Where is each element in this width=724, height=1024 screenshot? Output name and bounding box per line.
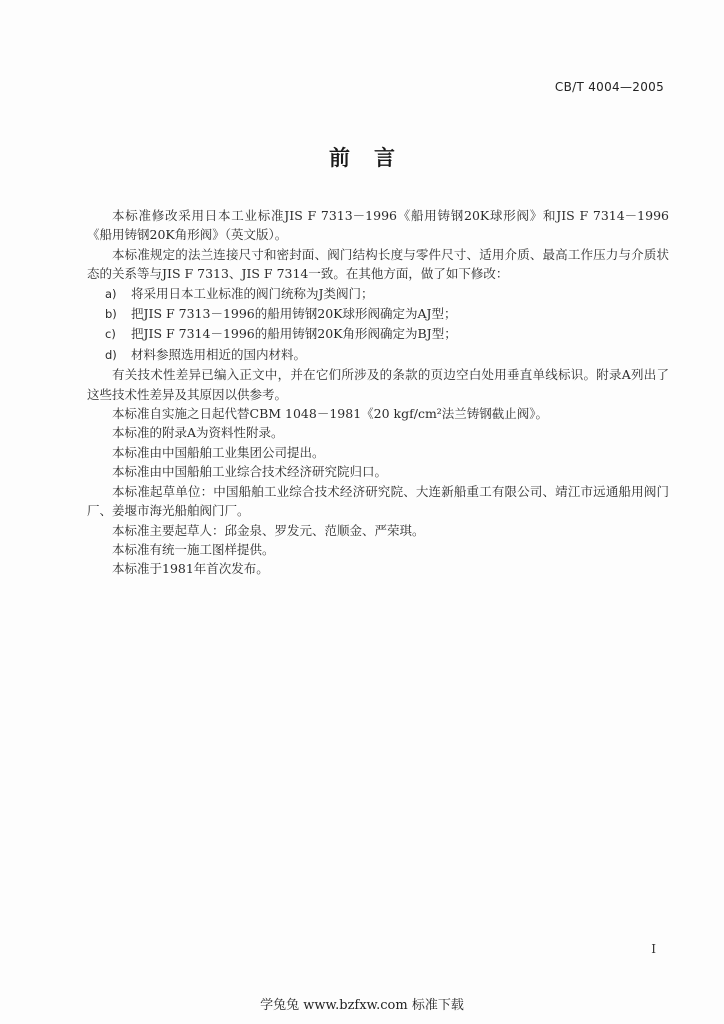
list-item: [87, 324, 669, 344]
list-item-text: 把JIS F 7314－1996的船用铸钢20K角形阀确定为BJ型；: [131, 326, 457, 342]
paragraph-9: 本标准主要起草人：邱金泉、罗发元、范顺金、严荣琪。: [112, 522, 425, 538]
paragraph-2: 本标准规定的法兰连接尺寸和密封面、阀门结构长度与零件尺寸、适用介质、最高工作压力与介质状态的关系等与JIS F 7313、JIS F 7314一致。在其他方面，做了如下修改：: [87, 246, 669, 282]
page-title: 前言: [329, 146, 419, 170]
list-item: [87, 304, 669, 324]
paragraph-11: 本标准于1981年首次发布。: [112, 561, 269, 577]
footer-watermark: 学兔兔 www.bzfxw.com 标准下载: [260, 998, 464, 1013]
list-item-text: 材料参照选用相近的国内材料。: [131, 346, 307, 362]
list-item-label: a): [105, 286, 117, 301]
foreword-body: [87, 206, 669, 579]
paragraph-10: 本标准有统一施工图样提供。: [112, 541, 275, 557]
paragraph-8: 本标准起草单位：中国船舶工业综合技术经济研究院、大连新船重工有限公司、靖江市远通船用阀门厂、姜堰市海光船舶阀门厂。: [87, 483, 669, 519]
list-item-label: d): [105, 347, 117, 362]
list-item-label: b): [105, 307, 117, 322]
list-item-text: 把JIS F 7313－1996的船用铸钢20K球形阀确定为AJ型；: [131, 306, 457, 322]
paragraph-7: 本标准由中国船舶工业综合技术经济研究院归口。: [112, 464, 388, 480]
paragraph-5: 本标准的附录A为资料性附录。: [112, 425, 284, 441]
paragraph-3: 有关技术性差异已编入正文中，并在它们所涉及的条款的页边空白处用垂直单线标识。附录A列出了这些技术性差异及其原因以供参考。: [87, 367, 669, 402]
paragraph-1: 本标准修改采用日本工业标准JIS F 7313－1996《船用铸钢20K球形阀》和JIS F 7314－1996《船用铸钢20K角形阀》（英文版）。: [87, 208, 669, 243]
list-item: [87, 345, 669, 365]
page-number: I: [651, 942, 656, 956]
paragraph-6: 本标准由中国船舶工业集团公司提出。: [112, 444, 325, 460]
list-item: [87, 284, 669, 304]
list-item-text: 将采用日本工业标准的阀门统称为J类阀门；: [131, 285, 374, 301]
list-item-label: c): [105, 327, 116, 342]
standard-number: CB/T 4004—2005: [554, 80, 664, 94]
paragraph-4: 本标准自实施之日起代替CBM 1048－1981《20 kgf/cm²法兰铸钢截止阀》。: [112, 406, 549, 422]
